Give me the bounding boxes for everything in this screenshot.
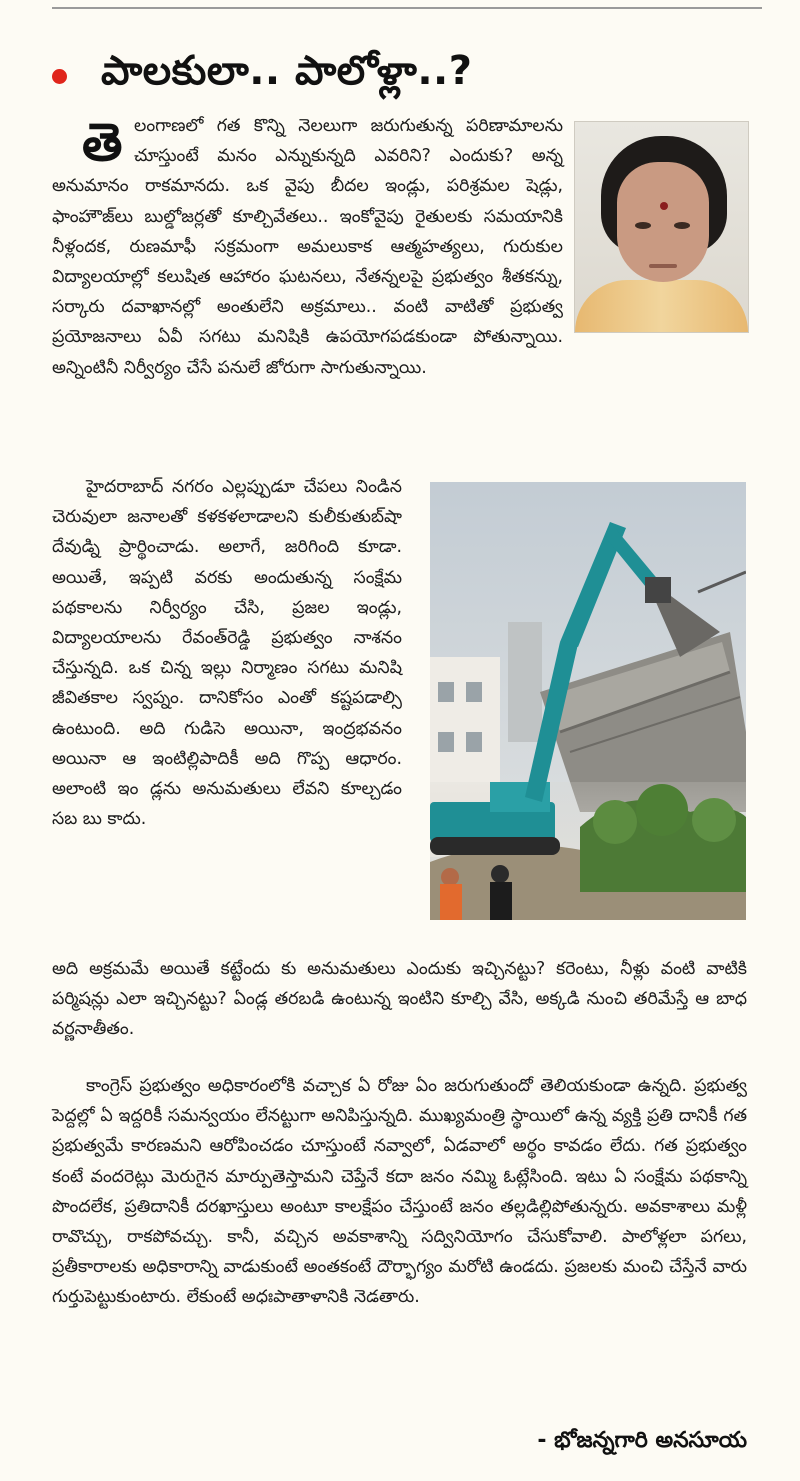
headline-bullet [52, 69, 67, 84]
paragraph-congress: కాంగ్రెస్ ప్రభుత్వం అధికారంలోకి వచ్చాక ఏ రోజు ఏం జరుగుతుందో తెలియకుండా ఉన్నది. ప్రభుత్వ పెద్దల్లో ఏ ఇద్దరికీ సమన్వయం లేనట్టుగా అనిపిస్తున్నది. ముఖ్యమంత్రి స్థాయిలో ఉన్న వ్యక్తి ప్రతి దానికీ గత ప్రభుత్వమే కారణమని ఆరోపించడం చూస్తుంటే నవ్వాలో, ఏడవాలో అర్థం కావడం లేదు. గత ప్రభుత్వం కంటే వందరెట్లు మెరుగైన మార్పుతెస్తామని చెప్తేనే కదా జనం నమ్మి ఓట్లేసింది. ఇటు ఏ సంక్షేమ పథకాన్ని పొందలేక, ప్రతిదానికీ దరఖాస్తులు అంటూ కాలక్షేపం చేస్తుంటే జనం తల్లడిల్లిపోతున్నరు. అవకాశాలు మళ్లీ రావొచ్చు, రాకపోవచ్చు. కానీ, వచ్చిన అవకాశాన్ని సద్వినియోగం చేసుకోవాలి. పాలోళ్లలా పగలు, ప్రతీకారాలకు అధికారాన్ని వాడుకుంటే అంతకంటే దౌర్భాగ్యం మరోటి ఉండదు. ప్రజలకు మంచి చేస్తేనే వారు గుర్తుపెట్టుకుంటారు. లేకుంటే అధఃపాతాళానికి నెడతారు. [52, 1076, 747, 1308]
article-headline: పాలకులా.. పాలోళ్లా..? [101, 48, 473, 94]
author-byline: - భోజన్నగారి అనసూయ [537, 1428, 747, 1453]
demolition-photo [430, 482, 746, 920]
headline-row [52, 46, 472, 106]
paragraph-intro-text: లంగాణలో గత కొన్ని నెలలుగా జరుగుతున్న పరిణామాలను చూస్తుంటే మనం ఎన్నుకున్నది ఎవరిని? ఎందుకు? అన్న అనుమానం రాకమానదు. ఒక వైపు బీదల ఇండ్లు, పరిశ్రమల షెడ్లు, ఫాంహౌజ్‌లు బుల్డోజర్లతో కూల్చివేతలు.. ఇంకోవైపు రైతులకు సమయానికి నీళ్లందక, రుణమాఫీ సక్రమంగా అమలుకాక ఆత్మహత్యలు, గురుకుల విద్యాలయాల్లో కలుషిత ఆహారం ఘటనలు, నేతన్నలపై ప్రభుత్వం శీతకన్ను, సర్కారు దవాఖానల్లో అంతులేని అక్రమాలు.. వంటి వాటితో ప్రభుత్వ ప్రయోజనాలు ఏవీ సగటు మనిషికి ఉపయోగపడకుండా పోతున్నాయి. అన్నింటినీ నిర్వీర్యం చేసే పనులే జోరుగా సాగుతున్నాయి. [52, 116, 563, 378]
paragraph-intro [52, 111, 747, 383]
photo-spacer [563, 111, 747, 335]
paragraph-hyderabad: హైదరాబాద్ నగరం ఎల్లప్పుడూ చేపలు నిండిన చెరువులా జనాలతో కళకళలాడాలని కులీకుతుబ్‌షా దేవుడ్ని ప్రార్థించాడు. అలాగే, జరిగింది కూడా. అయితే, ఇప్పటి వరకు అందుతున్న సంక్షేమ పథకాలను నిర్వీర్యం చేసి, ప్రజల ఇండ్లు, విద్యాలయాలను రేవంత్‌రెడ్డి ప్రభుత్వం నాశనం చేస్తున్నది. ఒక చిన్న ఇల్లు నిర్మాణం సగటు మనిషి జీవితకాల స్వప్నం. దానికోసం ఎంతో కష్టపడాల్సి ఉంటుంది. అది గుడిసె అయినా, ఇంద్రభవనం అయినా ఆ ఇంటిల్లిపాదికీ అది గొప్ప ఆధారం. అలాంటి ఇం డ్లను అనుమతులు లేవని కూల్చడం సబ బు కాదు. [52, 477, 402, 830]
demolition-scene-illustration [430, 482, 746, 920]
paragraph-permissions: అది అక్రమమే అయితే కట్టేందు కు అనుమతులు ఎందుకు ఇచ్చినట్టు? కరెంటు, నీళ్లు వంటి వాటికి పర్మిషన్లు ఎలా ఇచ్చినట్టు? ఏండ్ల తరబడి ఉంటున్న ఇంటిని కూల్చి వేసి, అక్కడి నుంచి తరిమేస్తే ఆ బాధ వర్ణనాతీతం. [52, 959, 747, 1040]
top-rule [52, 7, 762, 9]
drop-cap: తె [82, 113, 123, 173]
